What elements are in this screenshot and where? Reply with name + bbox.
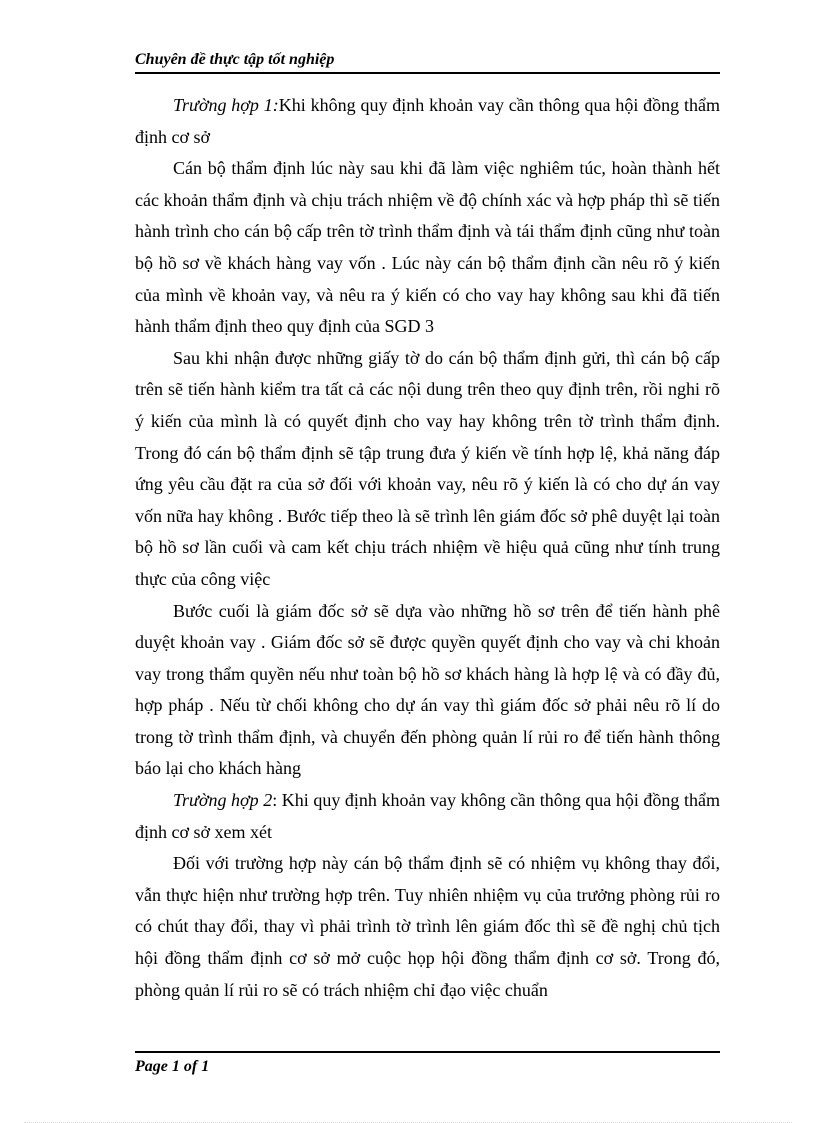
case-1-heading <box>135 90 720 153</box>
case-1-label: Trường hợp 1: <box>173 95 279 115</box>
case-2-text: : Khi quy định khoản vay không cần thông qua hội đồng thẩm định cơ sở xem xét <box>135 790 720 842</box>
header-title: Chuyên đề thực tập tốt nghiệp <box>135 51 335 68</box>
page-header <box>135 50 720 74</box>
paragraph-1: Cán bộ thẩm định lúc này sau khi đã làm việc nghiêm túc, hoàn thành hết các khoản thẩm định và chịu trách nhiệm về độ chính xác và hợp pháp thì sẽ tiến hành trình cho cán bộ cấp trên tờ trình thẩm định và tái thẩm định cũng như toàn bộ hồ sơ về khách hàng vay vốn . Lúc này cán bộ thẩm định cần nêu rõ ý kiến của mình về khoản vay, và nêu ra ý kiến có cho vay hay không sau khi đã tiến hành thẩm định theo quy định của SGD 3 <box>135 158 720 337</box>
document-body <box>135 90 720 1006</box>
page-footer <box>135 1051 720 1077</box>
case-2-heading <box>135 785 720 848</box>
paragraph-2: Sau khi nhận được những giấy tờ do cán bộ thẩm định gửi, thì cán bộ cấp trên sẽ tiến hành kiểm tra tất cả các nội dung trên theo quy định trên, rồi nghi rõ ý kiến của mình là có quyết định cho vay hay không trên tờ trình thẩm định. Trong đó cán bộ thẩm định sẽ tập trung đưa ý kiến về tính hợp lệ, khả năng đáp ứng yêu cầu đặt ra của sở đối với khoản vay, nêu rõ ý kiến là có cho dự án vay vốn nữa hay không . Bước tiếp theo là sẽ trình lên giám đốc sở phê duyệt lại toàn bộ hồ sơ lần cuối và cam kết chịu trách nhiệm về hiệu quả cũng như tính trung thực của công việc <box>135 347 720 589</box>
case-2-label: Trường hợp 2 <box>173 790 273 811</box>
paragraph-3: Bước cuối là giám đốc sở sẽ dựa vào những hồ sơ trên để tiến hành phê duyệt khoản vay . Giám đốc sở sẽ được quyền quyết định cho vay và chi khoản vay trong thẩm quyền nếu như toàn bộ hồ sơ khách hàng là hợp lệ và có đầy đủ, hợp pháp . Nếu từ chối không cho dự án vay thì giám đốc sở phải nêu rõ lí do trong tờ trình thẩm định, và chuyển đến phòng quản lí rủi ro để tiến hành thông báo lại cho khách hàng <box>135 600 720 779</box>
page-number: Page 1 of 1 <box>135 1058 210 1075</box>
paragraph-4: Đối với trường hợp này cán bộ thẩm định sẽ có nhiệm vụ không thay đổi, vẫn thực hiện như trường hợp trên. Tuy nhiên nhiệm vụ của trưởng phòng rủi ro có chút thay đổi, thay vì phải trình tờ trình lên giám đốc thì sẽ đề nghị chủ tịch hội đồng thẩm định cơ sở mở cuộc họp hội đồng thẩm định cơ sở. Trong đó, phòng quản lí rủi ro sẽ có trách nhiệm chỉ đạo việc chuẩn <box>135 853 720 1000</box>
case-1-text: Khi không quy định khoản vay cần thông qua hội đồng thẩm định cơ sở <box>135 95 720 147</box>
